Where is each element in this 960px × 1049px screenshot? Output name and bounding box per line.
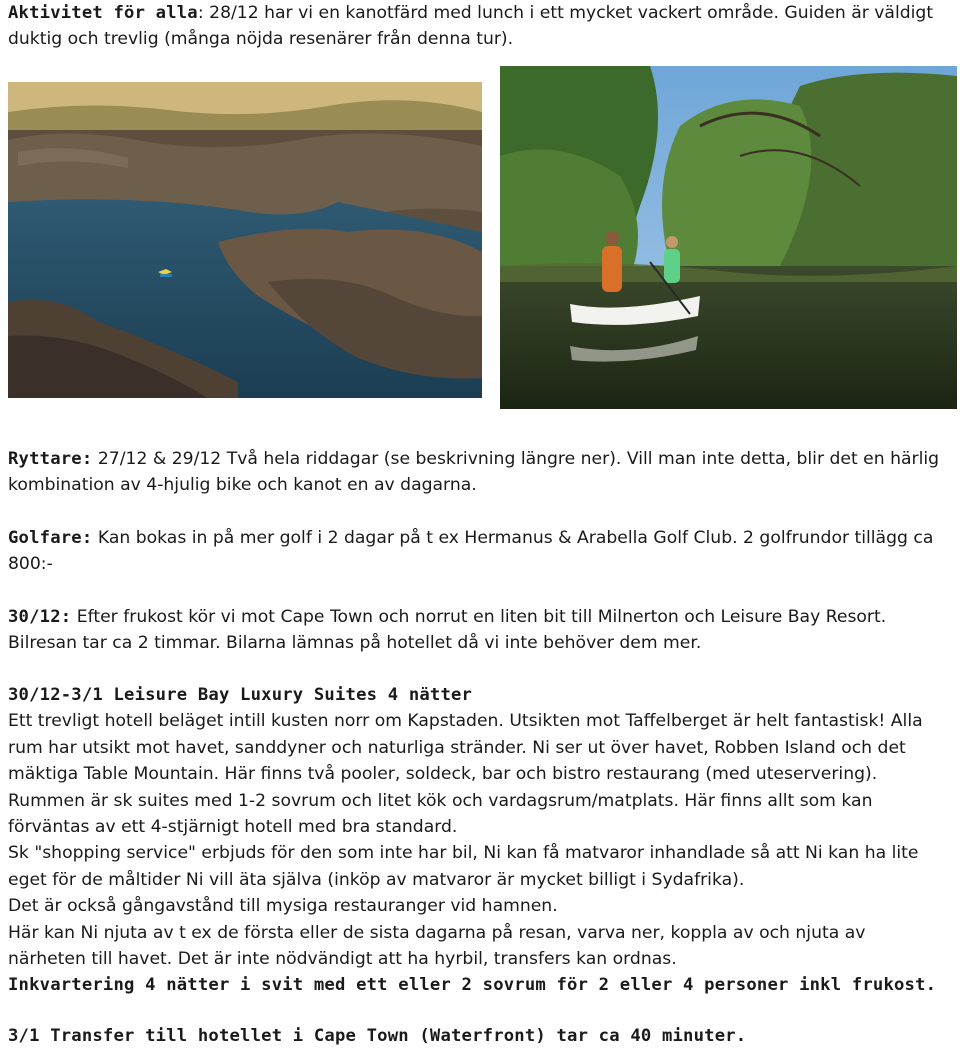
riders-paragraph	[8, 446, 948, 499]
golfers-paragraph	[8, 525, 948, 578]
intro-paragraph	[8, 0, 948, 53]
hotel-accommodation: Inkvartering 4 nätter i svit med ett eller 2 sovrum för 2 eller 4 personer inkl frukost.	[8, 975, 937, 996]
hotel-section	[8, 682, 948, 999]
intro-label: Aktivitet för alla	[8, 3, 198, 23]
day-3012-paragraph	[8, 604, 948, 657]
golfers-text: Kan bokas in på mer golf i 2 dagar på t ex Hermanus & Arabella Golf Club. 2 golfrundor tillägg ca 800:-	[8, 528, 934, 575]
intro-text: : 28/12 har vi en kanotfärd med lunch i ett mycket vackert område. Guiden är väldigt duktig och trevlig (många nöjda resenärer från denna tur).	[8, 3, 934, 50]
canyon-kayak-photo	[8, 82, 482, 398]
hotel-relax: Här kan Ni njuta av t ex de första eller de sista dagarna på resan, varva ner, koppla av och njuta av närheten till havet. Det är inte nödvändigt att ha hyrbil, transfers kan ordnas.	[8, 922, 866, 970]
day-3012-text: Efter frukost kör vi mot Cape Town och norrut en liten bit till Milnerton och Leisure Bay Resort. Bilresan tar ca 2 timmar. Bilarna lämnas på hotellet då vi inte behöver dem mer.	[8, 607, 887, 654]
river-canoe-photo	[500, 66, 957, 409]
riders-label: Ryttare:	[8, 449, 93, 469]
golfers-label: Golfare:	[8, 528, 93, 548]
hotel-restaurants: Det är också gångavstånd till mysiga restauranger vid hamnen.	[8, 896, 558, 917]
transfer-line: 3/1 Transfer till hotellet i Cape Town (Waterfront) tar ca 40 minuter.	[8, 1026, 747, 1046]
hotel-shopping-service: Sk "shopping service" erbjuds för den som inte har bil, Ni kan få matvaror inhandlade så att Ni kan ha lite eget för de måltider Ni vill äta själva (inköp av matvaror är mycket billigt i Sydafrika).	[8, 843, 919, 890]
day-3012-label: 30/12:	[8, 607, 72, 627]
riders-text: 27/12 & 29/12 Två hela riddagar (se beskrivning längre ner). Vill man inte detta, blir det en härlig kombination av 4-hjulig bike och kanot en av dagarna.	[8, 449, 940, 496]
hotel-description: Ett trevligt hotell beläget intill kusten norr om Kapstaden. Utsikten mot Taffelberget är helt fantastisk! Alla rum har utsikt mot havet, sanddyner och naturliga stränder. Ni ser ut över havet, Robben Island och det mäktiga Table Mountain. Här finns två pooler, soldeck, bar och bistro restaurang (med uteservering). Rummen är sk suites med 1-2 sovrum och litet kök och vardagsrum/matplats. Här finns allt som kan förväntas av ett 4-stjärnigt hotell med bra standard.	[8, 711, 923, 838]
hotel-heading: 30/12-3/1 Leisure Bay Luxury Suites 4 nätter	[8, 685, 473, 705]
